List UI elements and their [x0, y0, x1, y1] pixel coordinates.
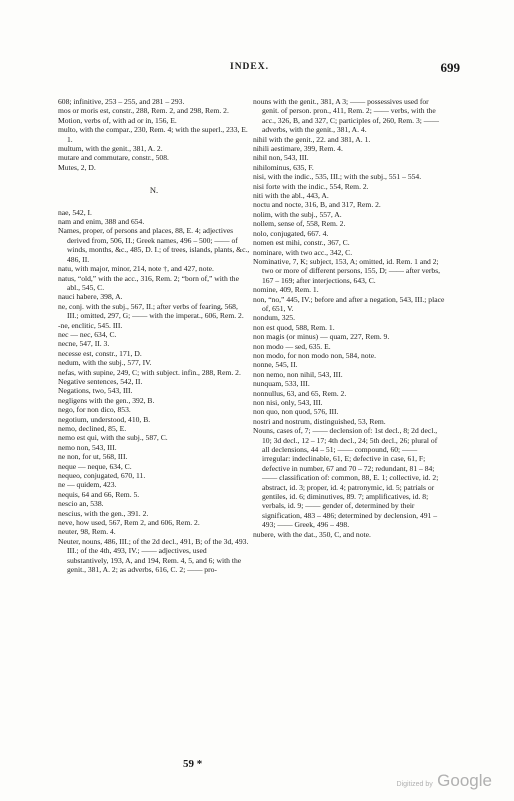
index-entry: non est quod, 588, Rem. 1.: [253, 322, 335, 332]
index-entry: negotium, understood, 410, B.: [58, 414, 151, 424]
index-entry: nomen est mihi, constr., 367, C.: [253, 238, 350, 248]
section-letter: N.: [149, 185, 159, 196]
index-entry: nonne, 545, II.: [253, 360, 298, 370]
index-entry: non nisi, only, 543, III.: [253, 398, 323, 407]
index-entry: non modo, for non modo non, 584, note.: [253, 350, 376, 360]
left-column: [58, 97, 250, 575]
index-entry: neque — neque, 634, C.: [58, 461, 132, 471]
index-entry: mos or moris est, constr., 288, Rem. 2, and 298, Rem. 2.: [58, 106, 229, 116]
index-entry: nostri and nostrum, distinguished, 53, Rem.: [253, 416, 386, 426]
printer-signature: 59 *: [183, 758, 203, 770]
index-entry: ne — quidem, 423.: [58, 480, 117, 490]
index-entry: nefas, with supine, 249, C; with subject. infin., 288, Rem. 2.: [58, 367, 241, 377]
index-entry: nisi forte with the indic., 554, Rem. 2.: [253, 181, 369, 191]
index-entry: noctu and nocte, 316, B, and 317, Rem. 2.: [253, 200, 381, 210]
index-entry: Neuter, nouns, 486, III.; of the 2d decl., 491, B; of the 3d, 493. III.; of the 4th, 493, IV.; —— adjectives, used substantively, 193, A, and 194, Rem. 4, 5, and 6; with the genit., 381, A. 2; as adverbs, 616, C. 2; —— pro-: [58, 536, 251, 575]
right-column: [253, 97, 445, 539]
index-entry: Motion, verbs of, with ad or in, 156, E.: [58, 115, 177, 125]
index-entry: nihili aestimare, 399, Rem. 4.: [253, 144, 343, 154]
index-entry: nauci habere, 398, A.: [58, 292, 123, 302]
index-entry: necne, 547, II. 3.: [58, 339, 110, 349]
index-entry: nomine, 409, Rem. 1.: [253, 285, 319, 295]
index-entry: nolo, conjugated, 667. 4.: [253, 228, 329, 238]
page-number: 699: [440, 60, 460, 75]
digitizer-watermark: [397, 771, 492, 791]
index-entry: necesse est, constr., 171, D.: [58, 348, 142, 358]
index-entry: nequis, 64 and 66, Rem. 5.: [58, 489, 140, 499]
index-entry: nihilominus, 635, F.: [253, 162, 314, 172]
index-entry: natus, “old,” with the acc., 316, Rem. 2; “born of,” with the abl., 545, C.: [58, 273, 241, 292]
left-entries-bottom: [58, 208, 250, 575]
index-entry: multum, with the genit., 381, A. 2.: [58, 144, 163, 154]
index-entry: nihil with the genit., 22. and 381, A. 1.: [253, 134, 371, 144]
index-entry: non, “no,” 445, IV.; before and after a negation, 543, III.; place of, 651, V.: [253, 294, 447, 313]
index-entry: natu, with major, minor, 214, note †, and 427, note.: [58, 264, 214, 274]
watermark-prefix: Digitized by: [396, 781, 433, 788]
index-entry: negligens with the gen., 392, B.: [58, 395, 155, 405]
index-entry: Mutes, 2, D.: [58, 162, 96, 172]
index-entry: non nemo, non nihil, 543, III.: [253, 369, 343, 379]
index-entry: nedum, with the subj., 577, IV.: [58, 358, 152, 368]
index-entry: non quo, non quod, 576, III.: [253, 407, 339, 417]
index-entry: 608; infinitive, 253 – 255, and 281 – 293.: [58, 97, 185, 106]
index-entry: nemo, declined, 85, E.: [58, 424, 127, 433]
index-entry: neve, how used, 567, Rem 2, and 606, Rem. 2.: [58, 518, 200, 528]
index-entry: -ne, enclitic, 545. III.: [58, 320, 123, 330]
index-entry: ne non, for ut, 568, III.: [58, 452, 128, 462]
page-header: [60, 62, 460, 78]
index-entry: mutare and commutare, constr., 508.: [58, 153, 169, 163]
index-entry: Nouns, cases of, 7; —— declension of: 1st decl., 8; 2d decl., 10; 3d decl., 12 – 17; 4th decl., 24; 5th decl., 26; plural of all declensions, 44 – 51; —— compound, 60; —— irregular: indeclinable, 61, E; defective in case, 61, F; defective in number, 67 and 70 – 72; redundant, 81 – 84; —— classification of: common, 88, E. 1; collective, id. 2; abstract, id. 3; proper, id. 4; patronymic, id. 5; patrials or gentiles, id. 6; diminutives, 89. 7; amplificatives, id. 8; verbals, id. 9; —— gender of, determined by their signification, 483 – 486; determined by declension, 491 – 493; —— Greek, 496 – 498.: [253, 426, 441, 530]
index-entry: nego, for non dico, 853.: [58, 405, 131, 415]
index-entry: nollem, sense of, 558, Rem. 2.: [253, 219, 346, 229]
index-entry: nunquam, 533, III.: [253, 379, 310, 389]
index-entry: neuter, 98, Rem. 4.: [58, 527, 116, 537]
index-entry: nescio an, 538.: [58, 499, 104, 509]
index-entry: nominare, with two acc., 342, C.: [253, 247, 353, 257]
index-entry: nonnullus, 63, and 65, Rem. 2.: [253, 388, 347, 398]
index-entry: nec — nec, 634, C.: [58, 329, 117, 339]
index-entry: non magis (or minus) — quam, 227, Rem. 9.: [253, 332, 390, 342]
index-entry: ne, conj. with the subj., 567, II.; after verbs of fearing, 568, III.; omitted, 297, G; —— with the imperat., 606, Rem. 2.: [58, 301, 244, 321]
index-entry: multo, with the compar., 230, Rem. 4; with the superl., 233, E. 1.: [58, 125, 250, 144]
index-entry: Nominative, 7, K; subject, 153, A; omitted, id. Rem. 1 and 2; two or more of different persons, 155, D; —— after verbs, 167 – 169; after interjections, 643, C.: [253, 256, 442, 285]
index-entry: nae, 542, I.: [58, 207, 92, 217]
index-entry: nubere, with the dat., 350, C, and note.: [253, 529, 371, 539]
running-title: INDEX.: [230, 62, 269, 72]
index-entry: nisi, with the indic., 535, III.; with the subj., 551 – 554.: [253, 172, 422, 182]
index-entry: nondum, 325.: [253, 313, 295, 323]
index-entry: Names, proper, of persons and places, 88, E. 4; adjectives derived from, 506, II.; Greek names, 496 – 500; —— of winds, months, &c., 485, D. I.; of trees, islands, plants, &c., 486, II.: [58, 226, 252, 264]
index-entry: niti with the abl., 443, A.: [253, 191, 329, 201]
watermark-brand: Google: [437, 771, 492, 790]
right-entries: [253, 97, 445, 539]
index-entry: nequeo, conjugated, 670, 11.: [58, 471, 146, 481]
left-entries-top: [58, 97, 250, 172]
index-entry: nouns with the genit., 381, A 3; —— possessives used for genit. of person. pron., 411, Rem. 2; —— verbs, with the acc., 326, B, and 327, C; participles of, 260, Rem. 3; —— adverbs, with the genit., 381, A. 4.: [253, 97, 441, 135]
index-entry: Negative sentences, 542, II.: [58, 376, 143, 386]
index-entry: nemo est qui, with the subj., 587, C.: [58, 433, 168, 443]
index-entry: nemo non, 543, III.: [58, 442, 117, 452]
index-entry: nihil non, 543, III.: [253, 153, 309, 163]
index-entry: nam and enim, 388 and 654.: [58, 217, 145, 227]
index-entry: nolim, with the subj., 557, A.: [253, 209, 342, 219]
index-entry: non modo — sed, 635. E.: [253, 341, 331, 351]
index-entry: Negations, two, 543, III.: [58, 386, 133, 396]
index-entry: nescius, with the gen., 391. 2.: [58, 508, 149, 518]
